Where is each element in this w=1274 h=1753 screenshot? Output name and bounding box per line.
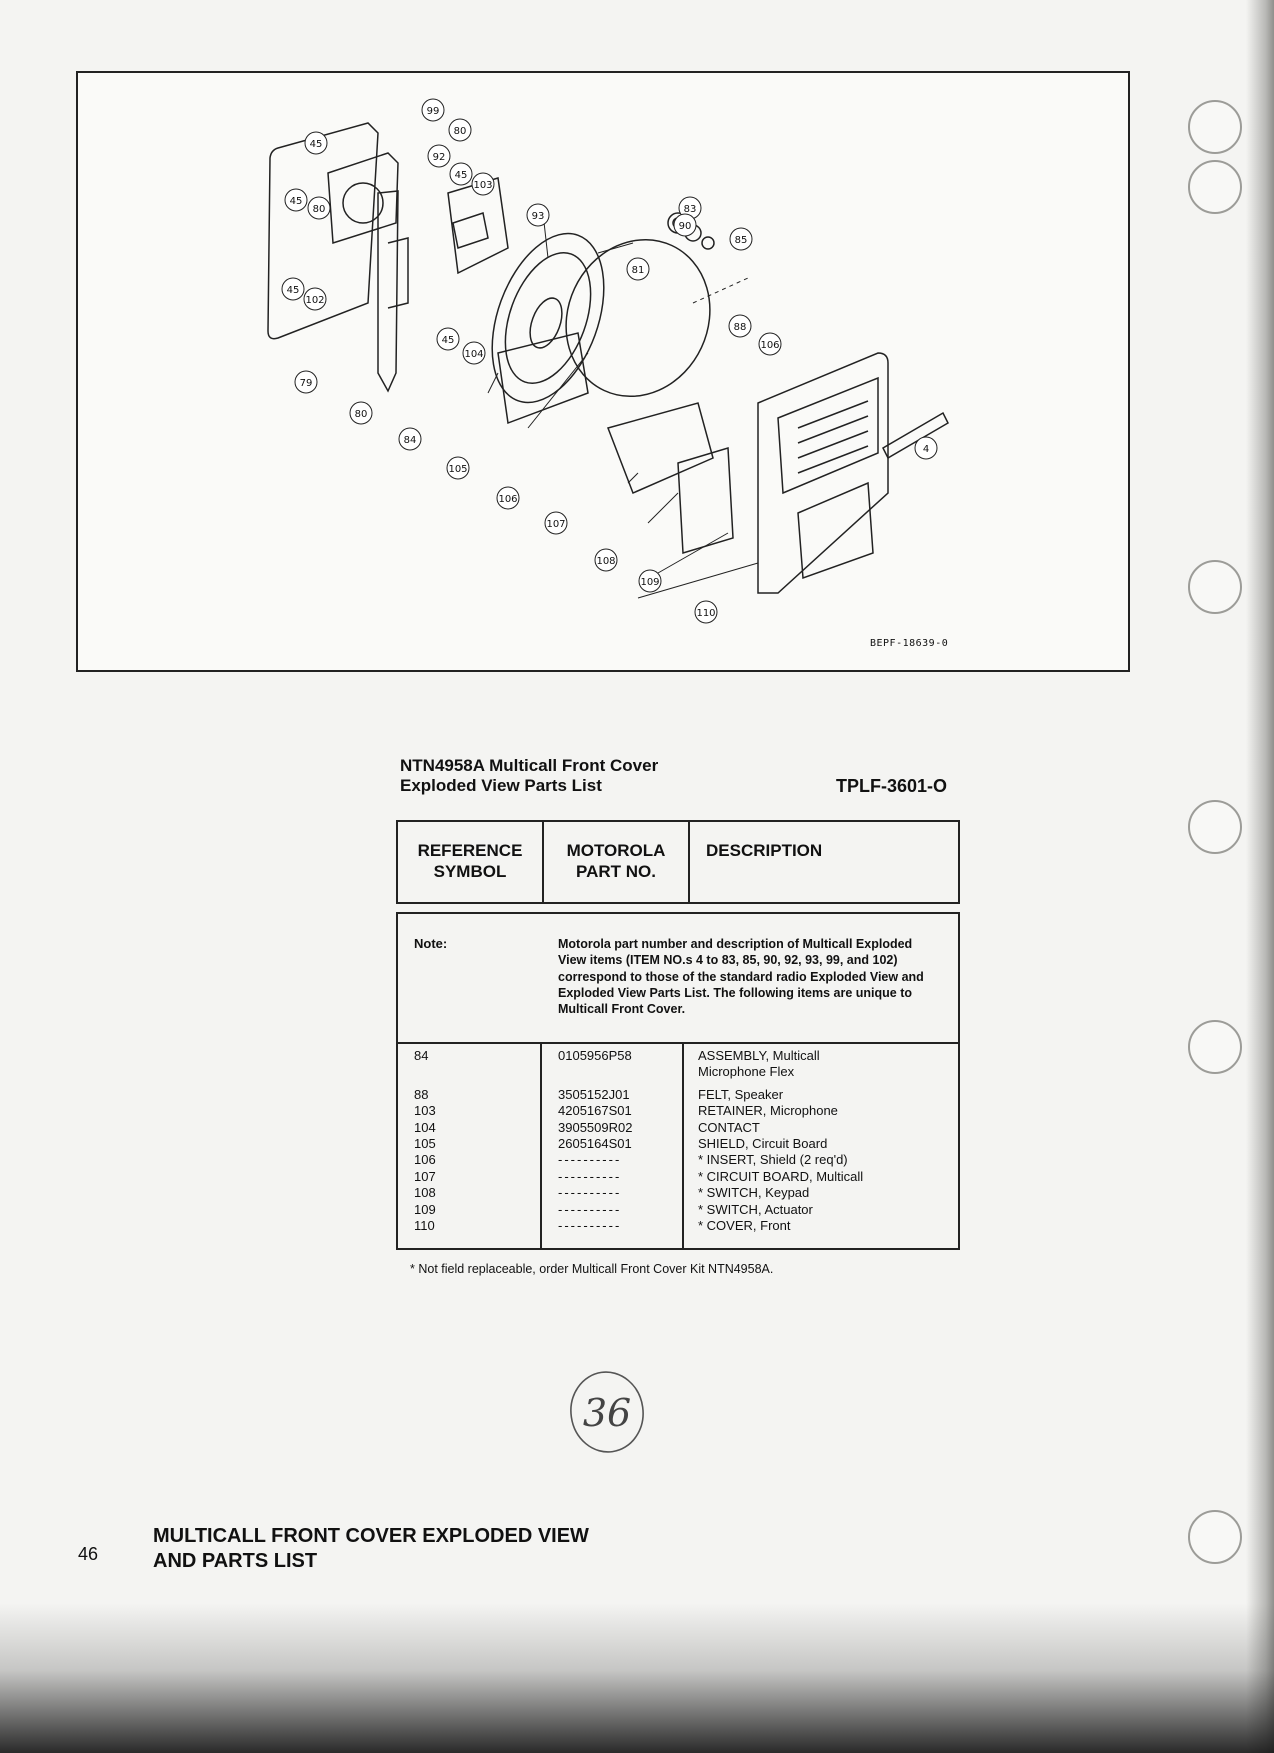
- callout: [472, 173, 494, 195]
- reference-symbol-cell: 108: [414, 1185, 436, 1201]
- retainer-plate: [328, 153, 398, 243]
- callout: [428, 145, 450, 167]
- callout: [282, 278, 304, 300]
- svg-text:84: 84: [403, 435, 417, 446]
- callout: [450, 163, 472, 185]
- keypad: [678, 448, 733, 553]
- page-edge-shadow: [1246, 0, 1274, 1753]
- speaker: [471, 218, 625, 418]
- table-row: [398, 1048, 958, 1064]
- circuit-board: [608, 403, 713, 493]
- figure-code: BEPF-18639-0: [870, 638, 949, 649]
- table-row: [398, 1218, 958, 1234]
- part-number-cell: ----------: [558, 1152, 622, 1168]
- callout: [595, 549, 617, 571]
- binder-hole: [1188, 1020, 1242, 1074]
- svg-text:109: 109: [640, 577, 660, 588]
- parts-table-header: [396, 820, 960, 904]
- header-description: DESCRIPTION: [689, 821, 959, 903]
- callout: [674, 214, 696, 236]
- description-cell: Microphone Flex: [698, 1064, 795, 1080]
- mic-flex: [378, 191, 398, 391]
- page-title-line1: MULTICALL FRONT COVER EXPLODED VIEW: [153, 1525, 589, 1547]
- reference-symbol-cell: 106: [414, 1152, 436, 1168]
- callout: [399, 428, 421, 450]
- description-cell: RETAINER, Microphone: [698, 1103, 838, 1119]
- header-motorola-part-no: MOTOROLA PART NO.: [543, 821, 689, 903]
- part-number-cell: ----------: [558, 1168, 622, 1184]
- svg-text:80: 80: [453, 126, 467, 137]
- table-row: [398, 1202, 958, 1218]
- part-number-cell: ----------: [558, 1217, 622, 1233]
- description-cell: * SWITCH, Actuator: [698, 1201, 813, 1217]
- callout: [545, 512, 567, 534]
- handwritten-page-mark: [566, 1368, 648, 1456]
- callout: [285, 189, 307, 211]
- table-row: [398, 1152, 958, 1168]
- svg-text:106: 106: [498, 494, 518, 505]
- svg-text:45: 45: [286, 285, 300, 296]
- callout: [305, 132, 327, 154]
- binder-hole: [1188, 560, 1242, 614]
- header-reference-symbol: REFERENCE SYMBOL: [397, 821, 543, 903]
- svg-text:4: 4: [922, 444, 930, 455]
- description-cell: SHIELD, Circuit Board: [698, 1135, 828, 1151]
- svg-text:106: 106: [760, 340, 780, 351]
- reference-symbol-cell: 88: [414, 1086, 429, 1102]
- page-title-line2: AND PARTS LIST: [153, 1550, 318, 1572]
- svg-text:81: 81: [631, 265, 645, 276]
- part-number-cell: 4205167S01: [558, 1103, 632, 1119]
- reference-symbol-cell: 84: [414, 1048, 429, 1063]
- front-cover: [758, 353, 888, 593]
- reference-symbol-cell: 104: [414, 1119, 436, 1135]
- document-code: TPLF-3601-O: [836, 776, 948, 796]
- scan-shadow: [0, 1603, 1274, 1753]
- callout: [627, 258, 649, 280]
- parts-list-title-line2: Exploded View Parts List: [400, 776, 602, 795]
- callout: [730, 228, 752, 250]
- table-row: [398, 1064, 958, 1080]
- svg-text:108: 108: [596, 556, 616, 567]
- reference-symbol-cell: 110: [414, 1217, 435, 1233]
- reference-symbol-cell: 107: [414, 1168, 436, 1184]
- svg-text:104: 104: [464, 349, 484, 360]
- svg-text:103: 103: [473, 180, 493, 191]
- svg-text:90: 90: [678, 221, 692, 232]
- exploded-view-figure: [76, 71, 1130, 672]
- note-row: [398, 914, 958, 1044]
- note-text: Motorola part number and description of Multicall Exploded View items (ITEM NO.s 4 to 83, 85, 90, 92, 93, 99, and 102) correspond to those of the standard radio Exploded View and Exploded View Parts List. The following items are unique to Multicall Front Cover.: [558, 937, 924, 1017]
- callout: [527, 204, 549, 226]
- binder-hole: [1188, 160, 1242, 214]
- callout: [695, 601, 717, 623]
- binder-hole: [1188, 1510, 1242, 1564]
- svg-text:80: 80: [312, 204, 326, 215]
- table-row: [398, 1087, 958, 1103]
- callout: [759, 333, 781, 355]
- callout: [449, 119, 471, 141]
- svg-text:80: 80: [354, 409, 368, 420]
- footnote: * Not field replaceable, order Multicall Front Cover Kit NTN4958A.: [410, 1262, 774, 1276]
- svg-text:45: 45: [289, 196, 303, 207]
- handwritten-number: 36: [582, 1391, 632, 1435]
- binder-hole: [1188, 800, 1242, 854]
- exploded-view-drawing: [78, 73, 1128, 670]
- table-row: [398, 1103, 958, 1119]
- svg-text:102: 102: [305, 295, 325, 306]
- callout: [447, 457, 469, 479]
- callout: [497, 487, 519, 509]
- parts-rows: [398, 1048, 958, 1234]
- parts-table-body: [396, 912, 960, 1250]
- callout: [304, 288, 326, 310]
- description-cell: * SWITCH, Keypad: [698, 1185, 810, 1201]
- callout: [639, 570, 661, 592]
- reference-symbol-cell: 103: [414, 1103, 436, 1119]
- table-row: [398, 1185, 958, 1201]
- callout: [437, 328, 459, 350]
- part-number-cell: ----------: [558, 1201, 622, 1217]
- note-label: Note:: [414, 936, 448, 951]
- svg-text:45: 45: [309, 139, 323, 150]
- svg-text:85: 85: [734, 235, 748, 246]
- callout: [295, 371, 317, 393]
- svg-text:93: 93: [531, 211, 545, 222]
- callout: [350, 402, 372, 424]
- part-number-cell: 3505152J01: [558, 1086, 630, 1102]
- callout: [308, 197, 330, 219]
- svg-text:92: 92: [432, 152, 446, 163]
- part-number-cell: 3905509R02: [558, 1119, 633, 1135]
- svg-text:110: 110: [696, 608, 716, 619]
- reference-symbol-cell: 109: [414, 1201, 436, 1217]
- svg-text:88: 88: [733, 322, 747, 333]
- svg-text:107: 107: [546, 519, 566, 530]
- table-row: [398, 1120, 958, 1136]
- table-row: [398, 1136, 958, 1152]
- description-cell: * COVER, Front: [698, 1217, 791, 1233]
- speaker-felt: [541, 216, 736, 420]
- svg-text:79: 79: [299, 378, 313, 389]
- description-cell: ASSEMBLY, Multicall: [698, 1048, 820, 1063]
- svg-text:99: 99: [426, 106, 440, 117]
- table-row: [398, 1169, 958, 1185]
- page-number: 46: [78, 1544, 99, 1564]
- reference-symbol-cell: 105: [414, 1135, 436, 1151]
- page-title: [153, 1524, 589, 1574]
- svg-text:45: 45: [441, 335, 455, 346]
- parts-list-title-line1: NTN4958A Multicall Front Cover: [400, 756, 659, 775]
- description-cell: * INSERT, Shield (2 req'd): [698, 1152, 848, 1168]
- svg-text:45: 45: [454, 170, 468, 181]
- binder-hole: [1188, 100, 1242, 154]
- part-number-cell: 2605164S01: [558, 1135, 632, 1151]
- callout: [729, 315, 751, 337]
- callout: [915, 437, 937, 459]
- callout: [422, 99, 444, 121]
- description-cell: FELT, Speaker: [698, 1086, 784, 1102]
- svg-text:105: 105: [448, 464, 468, 475]
- description-cell: * CIRCUIT BOARD, Multicall: [698, 1168, 864, 1184]
- callout: [463, 342, 485, 364]
- part-number-cell: 0105956P58: [558, 1048, 632, 1063]
- part-number-cell: ----------: [558, 1185, 622, 1201]
- description-cell: CONTACT: [698, 1119, 760, 1135]
- svg-text:83: 83: [683, 204, 697, 215]
